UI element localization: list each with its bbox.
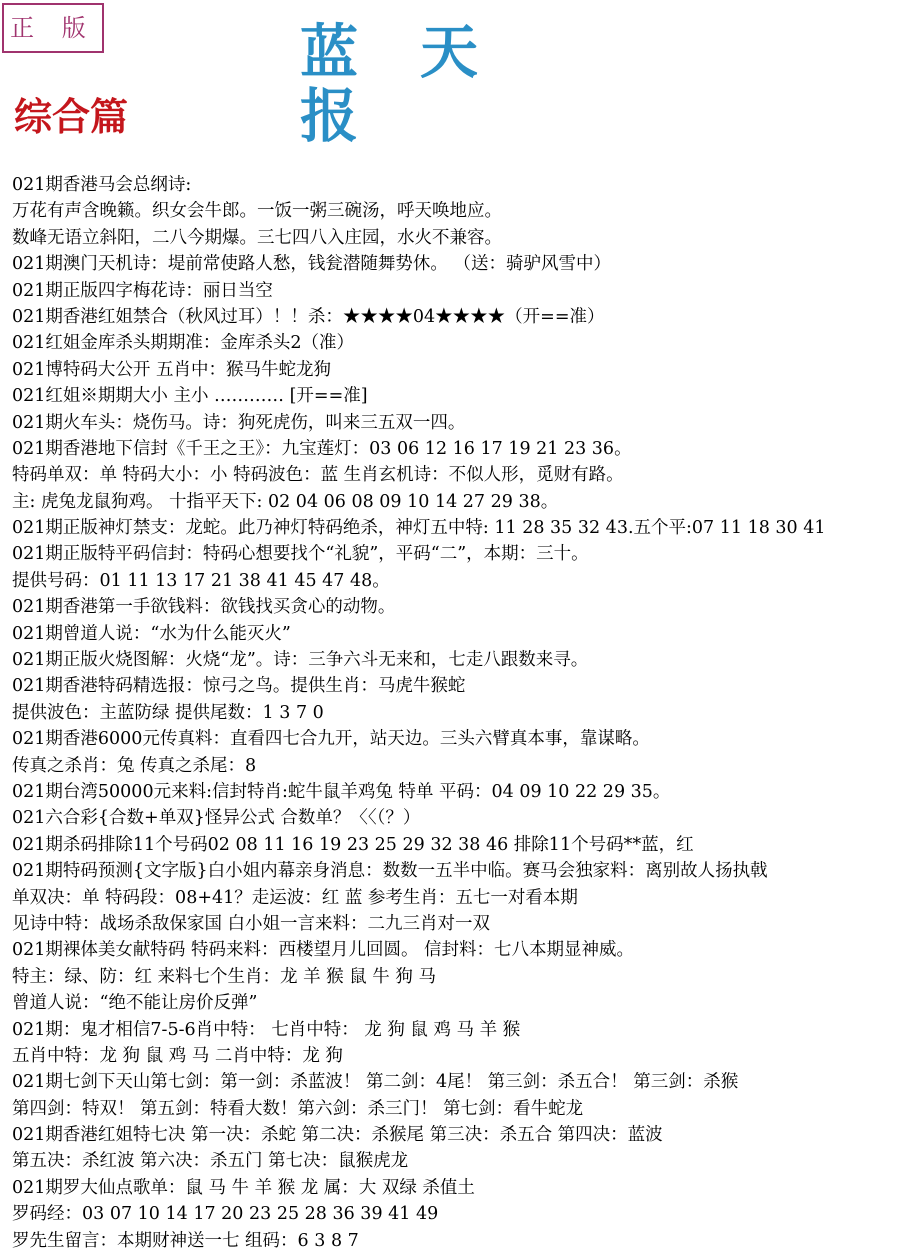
text-line: 五肖中特：龙 狗 鼠 鸡 马 二肖中特：龙 狗 [12,1045,343,1066]
text-line: 021期正版神灯禁支：龙蛇。此乃神灯特码绝杀，神灯五中特: 11 28 35 32 43.五个平:07 11 18 30 41 [12,518,826,539]
text-line: 021期杀码排除11个号码02 08 11 16 19 23 25 29 32 38 46 排除11个号码**蓝，红 [12,834,694,855]
text-line: 万花有声含晚籁。织女会牛郎。一饭一粥三碗汤，呼天唤地应。 [12,201,502,222]
text-line: 021红姐金库杀头期期准：金库杀头2（准） [12,333,355,354]
text-line: 021期正版特平码信封：特码心想要找个“礼貌”，平码“二”，本期：三十。 [12,544,589,565]
text-line: 传真之杀肖：兔 传真之杀尾：8 [12,755,257,776]
text-line: 提供波色：主蓝防绿 提供尾数：1 3 7 0 [12,702,324,723]
newspaper-title: 蓝天报 [300,18,541,150]
text-line: 021期罗大仙点歌单：鼠 马 牛 羊 猴 龙 属：大 双绿 杀值土 [12,1177,475,1198]
text-line: 曾道人说：“绝不能让房价反弹” [12,993,258,1014]
text-line: 021博特码大公开 五肖中：猴马牛蛇龙狗 [12,359,331,380]
text-line: 021期特码预测{文字版}白小姐内幕亲身消息：数数一五半中临。赛马会独家料：离别故人扬执戟 [12,861,768,882]
text-line: 021期火车头：烧伤马。诗：狗死虎伤，叫来三五双一四。 [12,412,466,433]
content-lines [12,172,898,1254]
text-line: 021期曾道人说：“水为什么能灭火” [12,623,291,644]
text-line: 第五决：杀红波 第六决：杀五门 第七决：鼠猴虎龙 [12,1151,409,1172]
text-line: 021红姐※期期大小 主小 ………… [开==准] [12,386,368,407]
text-line: 021期裸体美女献特码 特码来料：西楼望月儿回圆。 信封料：七八本期显神威。 [12,940,635,961]
section-heading: 综合篇 [14,94,129,139]
text-line: 021期正版四字梅花诗：丽日当空 [12,280,273,301]
text-line: 021期香港马会总纲诗: [12,175,192,195]
text-line: 021期澳门天机诗：堤前常使路人愁，钱瓮潜随舞势休。 （送：骑驴风雪中） [12,254,611,275]
text-line: 单双决：单 特码段：08+41？走运波：红 蓝 参考生肖：五七一对看本期 [12,887,578,908]
text-line: 021期香港6000元传真料：直看四七合九开，站天边。三头六臂真本事，靠谋略。 [12,729,650,750]
text-line: 提供号码：01 11 13 17 21 38 41 45 47 48。 [12,570,390,591]
text-line: 021期香港特码精选报：惊弓之鸟。提供生肖：马虎牛猴蛇 [12,676,466,697]
text-line: 罗先生留言：本期财神送一七 组码：6 3 8 7 [12,1230,359,1251]
text-line: 021期七剑下天山第七剑：第一剑：杀蓝波！ 第二剑：4尾！ 第三剑：杀五合！ 第三剑：杀猴 [12,1072,739,1093]
text-line: 见诗中特：战场杀敌保家国 白小姐一言来料：二九三肖对一双 [12,913,491,934]
text-line: 021期香港第一手欲钱料：欲钱找买贪心的动物。 [12,597,396,618]
text-line: 021六合彩{合数+单双}怪异公式 合数单？〈〈（？） [12,808,421,829]
text-line: 021期香港地下信封《千王之王》：九宝莲灯：03 06 12 16 17 19 21 23 36。 [12,438,632,459]
text-line: 特码单双：单 特码大小：小 特码波色：蓝 生肖玄机诗：不似人形，觅财有路。 [12,465,624,486]
text-line: 特主：绿、防：红 来料七个生肖：龙 羊 猴 鼠 牛 狗 马 [12,966,436,987]
edition-badge: 正 版 [2,3,104,53]
text-line: 数峰无语立斜阳，二八今期爆。三七四八入庄园，水火不兼容。 [12,227,502,248]
text-line: 021期正版火烧图解：火烧“龙”。诗：三争六斗无来和，七走八跟数来寻。 [12,650,589,671]
text-line: 第四剑：特双！ 第五剑：特看大数！第六剑：杀三门！ 第七剑：看牛蛇龙 [12,1098,584,1119]
text-line: 021期：鬼才相信7-5-6肖中特： 七肖中特： 龙 狗 鼠 鸡 马 羊 猴 [12,1019,521,1040]
text-line: 021期香港红姐禁合（秋风过耳）！！杀：★★★★04★★★★（开==准） [12,306,605,327]
text-line: 主: 虎兔龙鼠狗鸡。 十指平天下: 02 04 06 08 09 10 14 27 29 38。 [12,491,559,512]
text-line: 021期台湾50000元来料:信封特肖:蛇牛鼠羊鸡兔 特单 平码：04 09 10 22 29 35。 [12,781,671,802]
text-line: 021期香港红姐特七决 第一决：杀蛇 第二决：杀猴尾 第三决：杀五合 第四决：蓝波 [12,1125,663,1146]
text-line: 罗码经：03 07 10 14 17 20 23 25 28 36 39 41 49 [12,1204,439,1225]
